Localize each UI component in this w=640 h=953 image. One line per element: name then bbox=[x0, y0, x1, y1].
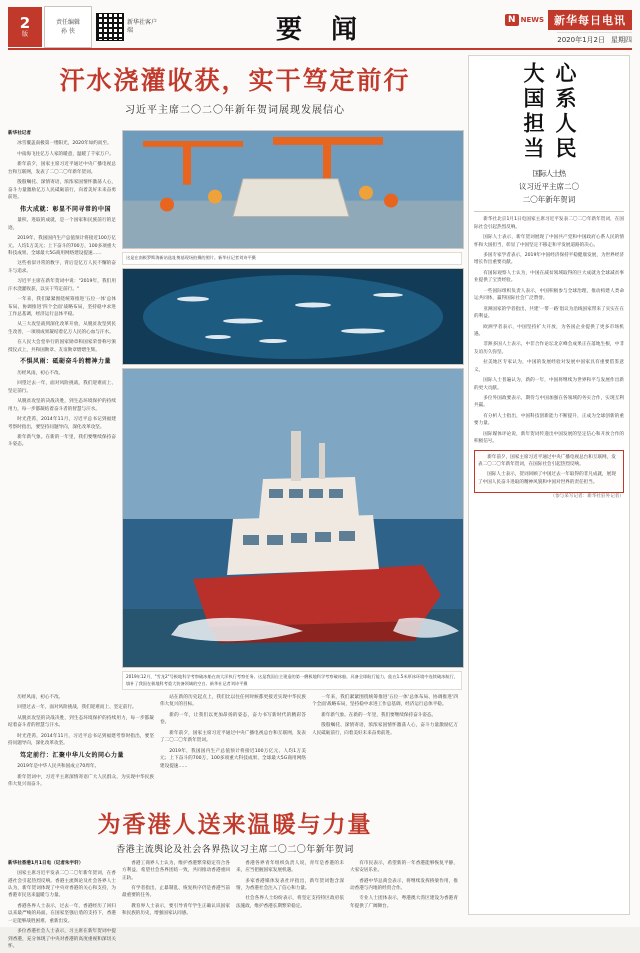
photo-underwater bbox=[122, 268, 464, 365]
paragraph: 多位香港社会人士表示，习主席在新年贺词中提到香港，充分体现了中央对香港的高度重视和深切关怀。 bbox=[8, 929, 116, 950]
article1-col-2 bbox=[8, 694, 154, 792]
paragraph: 量积、进取的成就，是一个国家和民族前行的足迹。 bbox=[8, 218, 116, 231]
paragraph: 历经风雨，初心不改。 bbox=[17, 370, 64, 376]
paper-name: 新华每日电讯 bbox=[548, 10, 632, 30]
article2-subhead: 香港主流舆论及社会各界热议习主席二〇二〇年新年贺词 bbox=[116, 844, 354, 855]
paragraph: 新年贺词中，习近平主席深情寄语广大人民群众，为实现中华民族伟大复兴而奋斗。 bbox=[8, 774, 154, 788]
article3-byline: 新华社北京1月1日电国家主席习近平发表二〇二〇年新年贺词，在国际社会引起热烈反响。 bbox=[474, 217, 624, 230]
editor-info bbox=[44, 6, 92, 48]
article3-subhead bbox=[474, 168, 624, 206]
article2-col-3 bbox=[236, 860, 344, 953]
photo-caption-2: 2019年12月，"雪龙2"号极地科学考察破冰船在南大洋执行考察任务。这是我国自主建造的第一艘极地科学考察破冰船，具备全球航行能力，能在1.5米厚冰环境中连续破冰航行，填补了我国在极地科考重大装备领域的空白。新华社记者刘诗平摄 bbox=[122, 671, 462, 690]
article1-subhead: 习近平主席二〇二〇年新年贺词展现发展信心 bbox=[125, 105, 345, 116]
paragraph: 拉美地区专家认为，中国的发展经验对发展中国家具有重要借鉴意义。 bbox=[474, 360, 624, 373]
paragraph: 2019年，我国国内生产总值预计将接近100万亿元、人均1万美元；上下奋斗的700万，100多项重大科技成果、全球最大5G商用网络建设提速…… bbox=[160, 748, 306, 769]
article3-column bbox=[468, 55, 630, 915]
article2-columns bbox=[8, 860, 462, 953]
paragraph: 历经风雨，初心不改。 bbox=[17, 695, 64, 700]
paragraph: 一年来，我们紧紧围绕统筹推进'五位一体'总体布局、协调推进'四个全面'战略布局，坚持稳中求进工作总基调，经济运行总体平稳。 bbox=[312, 695, 458, 708]
page-body bbox=[8, 55, 632, 950]
qr-section bbox=[96, 13, 161, 41]
paragraph: 时光荏苒，2014年11月，习近平总书记到福建考察时指出，要坚持问题导向，深化改革攻坚。 bbox=[8, 417, 116, 430]
paragraph: 有分析人士指出，中国科技创新能力不断提升，正成为全球创新的重要力量。 bbox=[474, 413, 624, 427]
paragraph: 新年新气象。在新的一年里，我们要继续保持奋斗姿态。 bbox=[321, 712, 437, 718]
article1-media bbox=[122, 130, 462, 690]
photo-caption-1: 这是在南极罗斯海新站选址奠基现场拍摄的照片。新华社记者刘诗平摄 bbox=[122, 252, 462, 264]
article2-col-4 bbox=[350, 860, 458, 953]
section-title: 笃定前行：汇聚中华儿女的同心力量 bbox=[20, 751, 125, 759]
paragraph: 国际人士表示，新年贺词展现了中国共产党和中国政府心系人民的情怀和大国担当，彰显了中国坚定不移走和平发展道路的决心。 bbox=[474, 235, 624, 248]
paragraph: 欧洲学者表示，中国坚持扩大开放，为各国企业提供了更多市场机遇。 bbox=[474, 324, 624, 337]
article1-top-block bbox=[8, 130, 462, 690]
article3-subhead-line2: 议习近平主席二〇 bbox=[519, 181, 579, 191]
paragraph: 教育界人士表示，要引导青年学生正确认识国家和民族的历史，增强国家认同感。 bbox=[122, 903, 230, 917]
news-logo-text: NEWS bbox=[520, 15, 544, 24]
paragraph: 回望过去一年，面对风险挑战，我们迎难而上、坚定前行。 bbox=[17, 705, 137, 711]
paragraph: 冰雪覆盖南极第一缕阳光，2020年如约而至。 bbox=[17, 141, 112, 147]
masthead-right bbox=[482, 10, 632, 45]
paragraph: 新年前夕，国家主席习近平通过中央广播电视总台和互联网，发表了二〇二〇年新年贺词。 bbox=[160, 730, 306, 744]
news-logo-icon bbox=[505, 14, 544, 26]
article1-col-4 bbox=[312, 694, 458, 792]
paragraph: 从脱贫攻坚的决战决胜，到生态环境保护的持续用力，每一步都凝结着奋斗者的智慧与汗水。 bbox=[8, 715, 154, 729]
paragraph: 多家香港媒体发表社评指出，新年贺词饱含深情，为香港社会注入了信心和力量。 bbox=[236, 878, 344, 891]
paragraph: 时光荏苒，2014年11月，习近平总书记到福建考察时指出，要坚持问题导向，深化改革攻坚。 bbox=[8, 733, 154, 747]
article3-headline-line1: 心系人民 bbox=[553, 62, 578, 162]
paragraph: 国际媒体评论说，新年贺词传递出中国发展的坚定信心和开放合作的积极信号。 bbox=[474, 431, 624, 445]
paragraph: 有学者指出，止暴制乱、恢复秩序仍是香港当前最重要的任务。 bbox=[122, 885, 230, 899]
brand-row bbox=[505, 10, 632, 30]
article1-headline: 汗水浇灌收获，实干笃定前行 bbox=[59, 66, 411, 95]
paragraph: 有市民表示，希望新的一年香港能够恢复平静，大家安居乐业。 bbox=[350, 860, 458, 874]
weekday: 星期四 bbox=[611, 35, 632, 44]
photo-antarctic-site bbox=[122, 130, 464, 249]
article2-headline: 为香港人送来温暖与力量 bbox=[97, 810, 373, 838]
article1-col-1 bbox=[8, 130, 116, 690]
paragraph: 殷殷嘱托、深情寄语，浓浓家国情怀激荡人心，奋斗力量激励亿万人民砥砺前行，向着美好未来奋勇前进。 bbox=[312, 723, 458, 736]
article3-highlight-box bbox=[474, 450, 624, 493]
paragraph: 香港各界人士表示，过去一年，香港经历了回归以来最严峻的局面。在国家坚强后盾的支持下，香港一定能够战胜困难、重新出发。 bbox=[8, 903, 116, 924]
paragraph: 新的一年，让我们以更加昂扬的姿态，奋力书写新时代的精彩答卷。 bbox=[160, 712, 306, 726]
paragraph: 有国际观察人士认为，中国在减贫领域取得的巨大成就为全球减贫事业提供了宝贵经验。 bbox=[474, 270, 624, 284]
paragraph: 回望过去一年，面对风险挑战，我们迎难而上、坚定前行。 bbox=[8, 381, 116, 394]
paragraph: 香港各界青年组织负责人说，青年是香港的未来，应当把握国家发展机遇。 bbox=[236, 860, 344, 874]
qr-label: 新华社客户端 bbox=[127, 19, 158, 34]
paragraph: 2019年，我国国内生产总值预计将接近100万亿元、人均1万美元；上下奋斗的700万，100多项重大科技成果、全球最大5G商用网络建设提速…… bbox=[8, 236, 116, 256]
section-title: 不惧风雨：砥砺奋斗的精神力量 bbox=[20, 358, 112, 366]
date-row bbox=[557, 32, 632, 45]
section-title: 伟大成就：彰显不同寻常的中国 bbox=[20, 205, 112, 213]
article2-col-1 bbox=[8, 860, 116, 953]
paragraph: 香港工商界人士认为，维护香港繁荣稳定符合各方利益，希望社会各界团结一致，共同推动香港重回正轨。 bbox=[122, 860, 230, 881]
paragraph: 这些看似寻常的数字，背后是亿万人民不懈的奋斗与追求。 bbox=[8, 261, 116, 274]
divider bbox=[474, 211, 624, 212]
ship-illustration bbox=[123, 369, 463, 668]
article1-byline: 新华社记者 bbox=[8, 131, 31, 136]
article3-subhead-line3: 二〇年新年贺词 bbox=[522, 194, 576, 204]
paragraph: 亚洲国家的学者指出，共建'一带一路'倡议为沿线国家带来了实实在在的利益。 bbox=[474, 306, 624, 320]
paragraph: 社会各界人士纷纷表示，将坚定支持特区政府依法施政，维护香港长期繁荣稳定。 bbox=[236, 896, 344, 909]
paragraph: 从脱贫攻坚的决战决胜，到生态环境保护的持续用力，每一步都凝结着奋斗者的智慧与汗水。 bbox=[8, 399, 116, 412]
paragraph: 中南海飞往亿万人家的暖意，温暖了千家万户。 bbox=[17, 151, 114, 157]
article3-headline-line2: 大国担当 bbox=[521, 62, 546, 162]
paragraph: 新年前夕，国家主席习近平通过中央广播电视总台和互联网，发表二〇二〇年新年贺词，在国际社会引起热烈反响。 bbox=[478, 454, 616, 467]
paragraph: 专业人士团体表示，粤港澳大湾区建设为香港青年提供了广阔舞台。 bbox=[350, 896, 458, 909]
paragraph: 多位外国政要表示，期待与中国加强在各领域的务实合作，实现互利共赢。 bbox=[474, 396, 624, 409]
paragraph: 新年前夕，国家主席习近平通过中央广播电视总台和互联网，发表了二〇二〇年新年贺词。 bbox=[8, 162, 116, 175]
qr-code-icon[interactable] bbox=[96, 13, 124, 41]
article2-byline: 新华社香港1月1日电（记者朱宇轩） bbox=[8, 860, 84, 866]
page-number-badge bbox=[8, 7, 42, 47]
publish-date: 2020年1月2日 bbox=[557, 35, 605, 44]
article2-col-2 bbox=[122, 860, 230, 953]
paragraph: 国际人士普遍认为，新的一年，中国将继续为世界和平与发展作出新的更大贡献。 bbox=[474, 378, 624, 391]
paragraph: 香港中华总商会表示，将继续发挥桥梁作用，推动香港与内地的经贸合作。 bbox=[350, 878, 458, 891]
news-logo-box: N bbox=[505, 14, 519, 26]
paragraph: 非洲多国人士表示，中非合作论坛北京峰会成果正在落地生根，中非友谊历久弥坚。 bbox=[474, 342, 624, 355]
left-column bbox=[8, 55, 462, 950]
paragraph: 多国专家学者表示，2019年中国经济保持平稳健康发展，为世界经济增长作出重要贡献。 bbox=[474, 253, 624, 266]
page-version-label: 版 bbox=[21, 30, 28, 38]
paragraph: 从三大攻坚战到深化改革开放，从脱贫攻坚到民生改善，一项项成果凝结着亿万人民的心血与汗水。 bbox=[8, 322, 116, 335]
underwater-illustration bbox=[123, 269, 463, 365]
crane-illustration bbox=[123, 131, 463, 248]
paragraph: 新年新气象。在新的一年里，我们要继续保持奋斗姿态。 bbox=[8, 435, 116, 448]
article1-col-3 bbox=[160, 694, 306, 792]
article1-bottom-columns bbox=[8, 694, 462, 792]
paragraph: 在人民大会堂举行的国家勋章和国家荣誉称号颁授仪式上，共和国勋章、友谊勋章熠熠生辉。 bbox=[8, 340, 116, 353]
photo-icebreaker-ship bbox=[122, 368, 464, 668]
page-number: 2 bbox=[19, 13, 31, 32]
article3-headline bbox=[474, 62, 624, 162]
paragraph: 一些国际组织负责人表示，中国积极参与全球治理，推动构建人类命运共同体，赢得国际社会广泛赞誉。 bbox=[474, 288, 624, 302]
paragraph: 国家主席习近平发表二〇二〇年新年贺词，在香港社会引起热烈反响。香港主流舆论及社会各界人士认为，新年贺词体现了中央对香港的关心和支持，为香港市民送来温暖与力量。 bbox=[8, 871, 116, 899]
paragraph: 习近平主席在新年贺词中说："2019年，我们用汗水浇灌收获，以实干笃定前行。" bbox=[8, 279, 116, 292]
paragraph: 站在新的历史起点上，我们比以往任何时候都更接近实现中华民族伟大复兴的目标。 bbox=[160, 695, 306, 708]
page-title: 要 闻 bbox=[275, 14, 368, 45]
article3-signature: （参与采写记者：新华社驻外记者） bbox=[550, 494, 624, 499]
paragraph: 国际人士表示，贺词回顾了中国过去一年取得的非凡成就，展现了中国人民奋斗进取的精神风貌和中国对世界的责任担当。 bbox=[478, 472, 616, 485]
article3-body bbox=[474, 216, 624, 445]
article3-subhead-line1: 国际人士热 bbox=[532, 169, 566, 178]
paragraph: 2019年是中华人民共和国成立70周年。 bbox=[17, 764, 100, 770]
editor-label: 责任编辑 bbox=[55, 19, 80, 26]
masthead bbox=[8, 6, 632, 50]
editor-name: 孙 侠 bbox=[61, 28, 75, 35]
paragraph: 一年来，我们紧紧围绕统筹推进'五位一体'总体布局、协调推进'四个全面'战略布局，坚持稳中求进工作总基调，经济运行总体平稳。 bbox=[8, 297, 116, 318]
paragraph: 殷殷嘱托、深情寄语，浓浓家国情怀激荡人心，奋斗力量激励亿万人民砥砺前行，向着美好未来奋勇前进。 bbox=[8, 180, 116, 201]
